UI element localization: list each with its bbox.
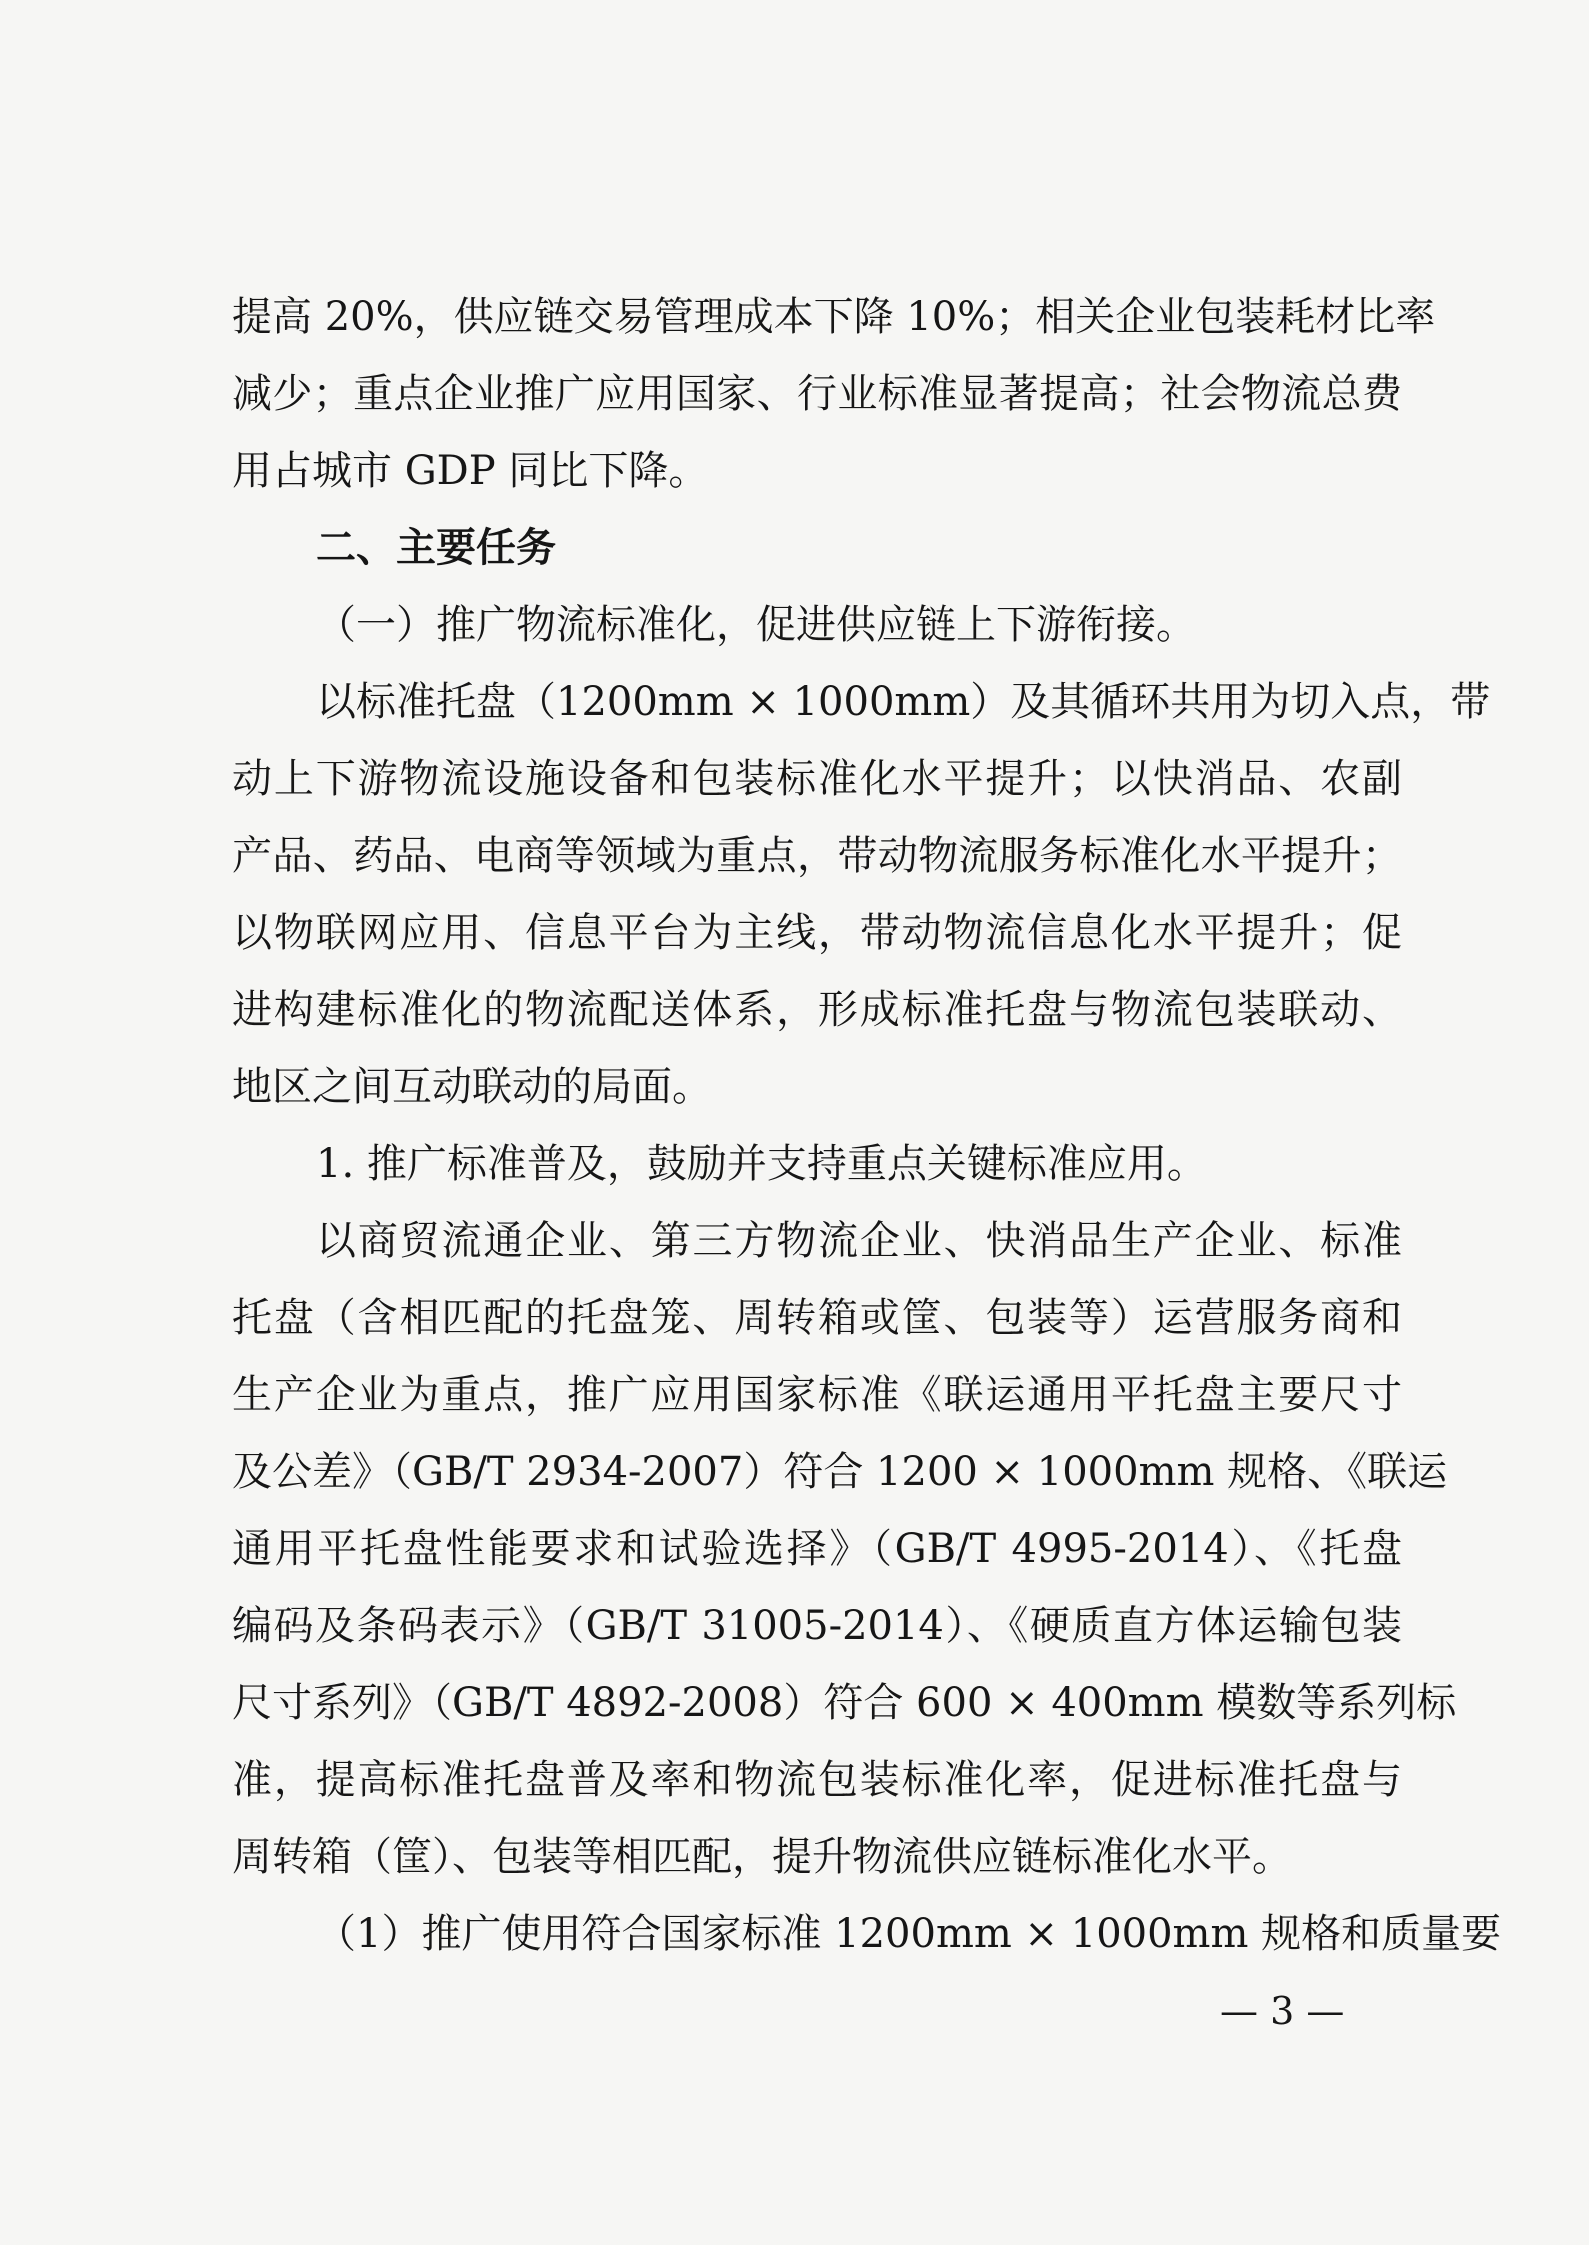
text-line: 通用平托盘性能要求和试验选择》（GB/T 4995-2014）、《托盘 xyxy=(232,1526,1402,1572)
subsection-heading: （一）推广物流标准化，促进供应链上下游衔接。 xyxy=(316,602,1196,648)
text-line: 以商贸流通企业、第三方物流企业、快消品生产企业、标准 xyxy=(316,1218,1402,1264)
text-line: 编码及条码表示》（GB/T 31005-2014）、《硬质直方体运输包装 xyxy=(232,1603,1402,1649)
text-line: 提高 20%，供应链交易管理成本下降 10%；相关企业包装耗材比率 xyxy=(232,294,1436,340)
text-line: 用占城市 GDP 同比下降。 xyxy=(232,448,709,494)
page-number: — 3 — xyxy=(1220,1989,1345,2033)
text-line: 进构建标准化的物流配送体系，形成标准托盘与物流包装联动、 xyxy=(232,987,1402,1033)
text-line: （1）推广使用符合国家标准 1200mm × 1000mm 规格和质量要 xyxy=(316,1911,1502,1957)
item-heading: 1. 推广标准普及，鼓励并支持重点关键标准应用。 xyxy=(316,1141,1207,1187)
text-line: 地区之间互动联动的局面。 xyxy=(232,1064,712,1110)
text-line: 以标准托盘（1200mm × 1000mm）及其循环共用为切入点，带 xyxy=(316,679,1491,725)
text-line: 托盘（含相匹配的托盘笼、周转箱或筐、包装等）运营服务商和 xyxy=(232,1295,1402,1341)
text-line: 及公差》（GB/T 2934-2007）符合 1200 × 1000mm 规格、《联运 xyxy=(232,1449,1448,1495)
text-line: 减少；重点企业推广应用国家、行业标准显著提高；社会物流总费 xyxy=(232,371,1402,417)
text-line: 尺寸系列》（GB/T 4892-2008）符合 600 × 400mm 模数等系列标 xyxy=(232,1680,1457,1726)
text-line: 生产企业为重点，推广应用国家标准《联运通用平托盘主要尺寸 xyxy=(232,1372,1402,1418)
text-line: 准，提高标准托盘普及率和物流包装标准化率，促进标准托盘与 xyxy=(232,1757,1402,1803)
text-line: 以物联网应用、信息平台为主线，带动物流信息化水平提升；促 xyxy=(232,910,1402,956)
section-heading: 二、主要任务 xyxy=(316,525,556,571)
text-line: 周转箱（筐）、包装等相匹配，提升物流供应链标准化水平。 xyxy=(232,1834,1292,1880)
text-line: 产品、药品、电商等领域为重点，带动物流服务标准化水平提升； xyxy=(232,833,1402,879)
text-line: 动上下游物流设施设备和包装标准化水平提升；以快消品、农副 xyxy=(232,756,1402,802)
